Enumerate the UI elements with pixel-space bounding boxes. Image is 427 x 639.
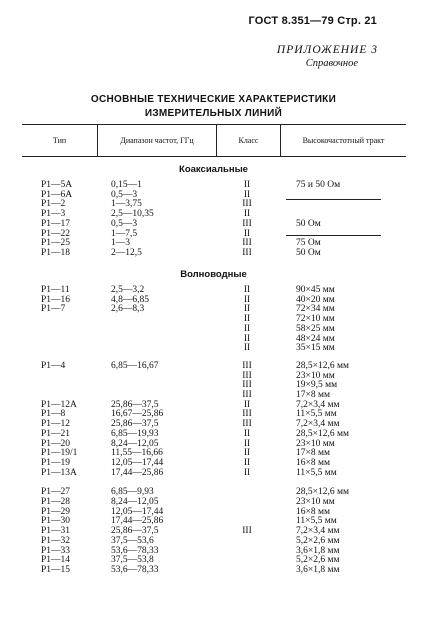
row-type: Р1—13А [41, 467, 77, 478]
row-class: II [243, 457, 251, 468]
row-frequency-range: 12,05—17,44 [111, 457, 164, 468]
tract-group-rule [286, 235, 381, 236]
table-row [0, 362, 427, 372]
tract-group-rule [286, 199, 381, 200]
column-header-tract: Высокочастотный тракт [302, 136, 385, 145]
row-tract: 16×8 мм [296, 457, 331, 468]
row-tract: 48×24 мм [296, 333, 335, 344]
row-tract: 58×25 мм [296, 323, 335, 334]
row-type: Р1—15 [41, 564, 71, 575]
row-class: II [243, 228, 251, 239]
row-type: Р1—18 [41, 247, 71, 258]
row-frequency-range: 2,5—10,35 [111, 209, 154, 220]
row-frequency-range: 37,5—53,8 [111, 555, 154, 566]
row-type: Р1—16 [41, 294, 71, 305]
row-tract: 90×45 мм [296, 285, 335, 295]
row-type: Р1—20 [41, 438, 71, 449]
table-row [0, 469, 427, 479]
row-type: Р1—22 [41, 228, 71, 239]
table-row [0, 325, 427, 335]
row-type: Р1—7 [41, 304, 66, 315]
row-type: Р1—6А [41, 189, 73, 200]
row-class: II [243, 428, 251, 439]
row-class: III [242, 247, 252, 258]
table-row [0, 381, 427, 391]
row-tract: 3,6×1,8 мм [296, 564, 340, 575]
column-header-class: Класс [238, 136, 259, 145]
row-tract: 17×8 мм [296, 390, 331, 400]
document-title-line1: ОСНОВНЫЕ ТЕХНИЧЕСКИЕ ХАРАКТЕРИСТИКИ [90, 94, 337, 105]
row-class: III [242, 360, 252, 371]
row-type: Р1—31 [41, 526, 71, 537]
table-row [0, 305, 427, 315]
row-tract: 7,2×3,4 мм [296, 526, 340, 537]
row-tract: 16×8 мм [296, 506, 331, 517]
table-header-rule [22, 156, 406, 157]
row-type: Р1—21 [41, 428, 71, 439]
row-frequency-range: 53,6—78,33 [111, 545, 159, 556]
row-tract: 11×5,5 мм [296, 467, 337, 478]
row-frequency-range: 8,24—12,05 [111, 438, 159, 449]
row-frequency-range: 25,86—37,5 [111, 419, 159, 430]
row-type: Р1—29 [41, 506, 71, 517]
row-frequency-range: 37,5—53,6 [111, 535, 154, 546]
section-title: Волноводные [180, 269, 247, 280]
row-type: Р1—3 [41, 209, 66, 220]
row-class: II [243, 180, 251, 190]
row-tract: 75 Ом [296, 238, 321, 249]
table-row [0, 372, 427, 382]
row-class: III [242, 390, 252, 400]
row-class: II [243, 343, 251, 354]
table-row [0, 335, 427, 345]
row-tract: 50 Ом [296, 247, 321, 258]
row-type: Р1—5А [41, 180, 73, 190]
row-class: II [243, 448, 251, 459]
row-class: II [243, 399, 251, 410]
row-type: Р1—8 [41, 409, 66, 420]
table-row [0, 344, 427, 354]
column-header-type: Тип [52, 136, 67, 145]
row-frequency-range: 0,15—1 [111, 180, 142, 190]
row-frequency-range: 17,44—25,86 [111, 467, 164, 478]
row-class: II [243, 294, 251, 305]
row-frequency-range: 6,85—9,93 [111, 487, 154, 498]
row-tract: 19×9,5 мм [296, 380, 338, 391]
document-title-line2: ИЗМЕРИТЕЛЬНЫХ ЛИНИЙ [144, 108, 283, 119]
row-tract: 23×10 мм [296, 438, 335, 449]
row-frequency-range: 17,44—25,86 [111, 516, 164, 527]
row-tract: 35×15 мм [296, 343, 335, 354]
row-class: II [243, 209, 251, 220]
row-type: Р1—2 [41, 199, 66, 210]
row-tract: 40×20 мм [296, 294, 335, 305]
row-class: II [243, 323, 251, 334]
row-type: Р1—4 [41, 360, 66, 371]
row-class: III [242, 409, 252, 420]
row-tract: 28,5×12,6 мм [296, 428, 350, 439]
page-header: ГОСТ 8.351—79 Стр. 21 [248, 15, 377, 27]
row-tract: 17×8 мм [296, 448, 331, 459]
row-type: Р1—25 [41, 238, 71, 249]
row-frequency-range: 2—12,5 [111, 247, 142, 258]
row-tract: 23×10 мм [296, 497, 335, 507]
appendix-title: ПРИЛОЖЕНИЕ 3 [276, 44, 378, 56]
row-class: II [243, 467, 251, 478]
row-frequency-range: 8,24—12,05 [111, 497, 159, 507]
row-frequency-range: 1—3,75 [111, 199, 142, 210]
row-tract: 7,2×3,4 мм [296, 419, 340, 430]
row-tract: 3,6×1,8 мм [296, 545, 340, 556]
row-type: Р1—32 [41, 535, 71, 546]
row-class: II [243, 304, 251, 315]
table-row [0, 315, 427, 325]
row-class: III [242, 419, 252, 430]
row-class: II [243, 333, 251, 344]
row-type: Р1—14 [41, 555, 71, 566]
row-frequency-range: 1—3 [111, 238, 130, 249]
row-frequency-range: 6,85—16,67 [111, 360, 159, 371]
row-frequency-range: 4,8—6,85 [111, 294, 149, 305]
column-header-range: Диапазон частот, ГГц [120, 136, 194, 145]
row-frequency-range: 11,55—16,66 [111, 448, 163, 459]
row-class: II [243, 285, 251, 295]
row-frequency-range: 12,05—17,44 [111, 506, 164, 517]
row-frequency-range: 2,6—8,3 [111, 304, 145, 315]
row-tract: 7,2×3,4 мм [296, 399, 340, 410]
row-frequency-range: 25,86—37,5 [111, 526, 159, 537]
row-tract: 75 и 50 Ом [296, 180, 341, 190]
row-frequency-range: 0,5—3 [111, 189, 138, 200]
row-class: III [242, 380, 252, 391]
row-type: Р1—17 [41, 218, 71, 229]
section-title: Коаксиальные [179, 164, 248, 175]
row-tract: 23×10 мм [296, 370, 335, 381]
table-top-rule [22, 124, 406, 125]
row-type: Р1—12А [41, 399, 77, 410]
row-type: Р1—33 [41, 545, 71, 556]
row-class: II [243, 438, 251, 449]
row-frequency-range: 2,5—3,2 [111, 285, 145, 295]
row-class: II [243, 189, 251, 200]
row-class: III [242, 218, 252, 229]
row-type: Р1—19 [41, 457, 71, 468]
row-tract: 5,2×2,6 мм [296, 535, 340, 546]
row-frequency-range: 25,86—37,5 [111, 399, 159, 410]
row-tract: 28,5×12,6 мм [296, 487, 350, 498]
row-type: Р1—30 [41, 516, 71, 527]
row-class: II [243, 314, 251, 325]
row-tract: 11×5,5 мм [296, 516, 337, 527]
row-tract: 72×10 мм [296, 314, 335, 325]
row-tract: 28,5×12,6 мм [296, 360, 350, 371]
row-type: Р1—19/1 [41, 448, 78, 459]
table-row [0, 566, 427, 576]
appendix-subtitle: Справочное [305, 58, 358, 69]
row-class: III [242, 526, 252, 537]
row-tract: 11×5,5 мм [296, 409, 337, 420]
row-frequency-range: 0,5—3 [111, 218, 138, 229]
row-class: III [242, 199, 252, 210]
row-type: Р1—11 [41, 285, 70, 295]
row-frequency-range: 53,6—78,33 [111, 564, 159, 575]
row-class: III [242, 238, 252, 249]
row-tract: 50 Ом [296, 218, 321, 229]
row-frequency-range: 1—7,5 [111, 228, 138, 239]
row-tract: 5,2×2,6 мм [296, 555, 340, 566]
row-frequency-range: 16,67—25,86 [111, 409, 164, 420]
table-row [0, 249, 427, 259]
row-tract: 72×34 мм [296, 304, 335, 315]
row-type: Р1—28 [41, 497, 71, 507]
row-type: Р1—12 [41, 419, 71, 430]
row-class: III [242, 370, 252, 381]
row-type: Р1—27 [41, 487, 71, 498]
row-frequency-range: 6,85—19,93 [111, 428, 159, 439]
